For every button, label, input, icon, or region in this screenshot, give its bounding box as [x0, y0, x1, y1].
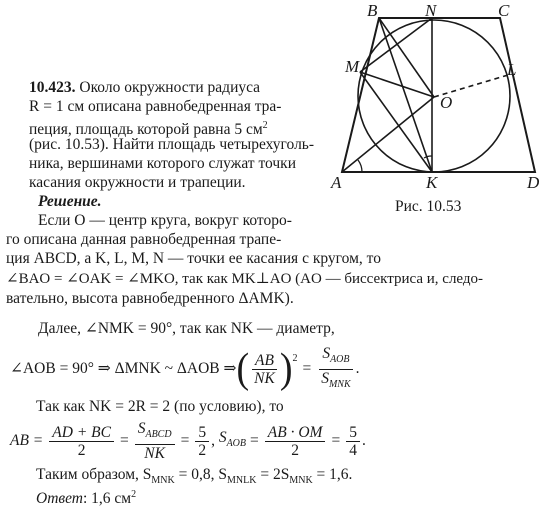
equation-2-ab: AB = [10, 432, 44, 449]
problem-line-6: касания окружности и трапеции. [29, 174, 246, 191]
fraction-5-2: $\frac{5}{2}$ [195, 424, 209, 459]
equation-2: AB = $\frac{AD + BC}{2}$ = $\frac{S_{ABCD}}{NK}$ = $\frac{5}{2}$ , $S_{AOB}$ = $\frac{AB \cdot OM}{2}$ = $\frac{5}{4}$ . [10, 420, 366, 462]
problem-number: 10.423. [29, 79, 76, 96]
fraction-5-4: $\frac{5}{4}$ [346, 424, 360, 459]
problem-text: Около окружности радиуса [79, 79, 261, 96]
equation-1-exponent: 2 [292, 353, 298, 364]
fraction-ab-om: $\frac{AB \cdot OM}{2}$ [265, 424, 326, 459]
fraction-ad-bc: $\frac{AD + BC}{2}$ [49, 424, 114, 459]
problem-line-1 [29, 79, 260, 97]
label-K: K [426, 173, 438, 192]
label-N: N [425, 1, 437, 20]
fraction-ab-nk: $\frac{AB}{NK}$ [251, 352, 278, 387]
problem-text: пеция, площадь которой равна 5 см [29, 121, 263, 139]
solution-line-4: ∠BAO = ∠OAK = ∠MKO, так как MK⊥AO (AO — биссектриса и, следо- [6, 271, 484, 287]
label-B: B [367, 1, 378, 20]
answer: Ответ: 1,6 $см^2$ [36, 489, 137, 508]
problem-line-2: R = 1 см описана равнобедренная тра- [29, 98, 282, 115]
solution-line-nk: Так как NK = 2R = 2 (по условию), то [36, 398, 284, 415]
problem-line-4: (рис. 10.53). Найти площадь четырехуголь- [29, 136, 315, 153]
problem-line-5: ника, вершинами которого служат точки [29, 155, 296, 172]
label-A: A [331, 173, 342, 192]
unit-exponent: 2 [262, 120, 268, 131]
solution-line-2: го описана данная равнобедренная трапе- [6, 231, 282, 248]
label-L: L [507, 60, 517, 79]
answer-label: Ответ [36, 490, 83, 508]
solution-result: Таким образом, $S_{MNK} = 0,8$, $S_{MNLK} = 2S_{MNK} = 1,6$. [36, 466, 353, 487]
solution-line-6: Далее, ∠NMK = 90°, так как NK — диаметр, [38, 320, 335, 337]
solution-line-5: вательно, высота равнобедренного ΔAMK). [6, 290, 294, 307]
label-O: O [440, 93, 453, 112]
equation-1-paren: ( $\frac{AB}{NK}$ ) [236, 345, 293, 393]
solution-line-3: ция ABCD, а K, L, M, N — точки ее касания с кругом, то [6, 250, 381, 267]
label-D: D [527, 173, 540, 192]
solution-line-1: Если O — центр круга, вокруг которо- [38, 212, 292, 229]
equation-1-left: ∠AOB = 90° ⇒ ΔMNK ~ ΔAOB ⇒ [10, 360, 237, 377]
equation-1: ∠AOB = 90° ⇒ ΔMNK ~ ΔAOB ⇒ ( $\frac{AB}{NK}$ ) $^2$ = $\frac{S_{AOB}}{S_{MNK}}$ . [10, 345, 360, 393]
fraction-s-abcd-nk: $\frac{S_{ABCD}}{NK}$ [135, 420, 175, 461]
answer-value: : 1,6 см [82, 490, 132, 508]
label-M: M [345, 57, 360, 76]
fraction-s-aob-s-mnk: $\frac{S_{AOB}}{S_{MNK}}$ [321, 345, 351, 390]
solution-heading: Решение. [38, 193, 102, 210]
figure-caption: Рис. 10.53 [395, 198, 462, 215]
label-C: C [498, 1, 510, 20]
